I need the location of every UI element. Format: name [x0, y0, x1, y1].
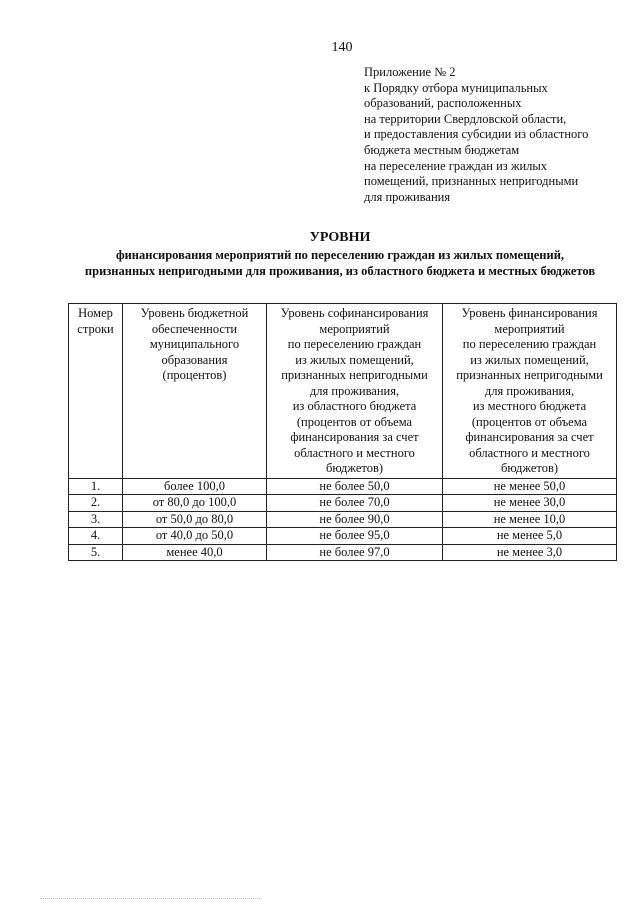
cell-row-number: 5. — [69, 544, 123, 561]
cell-local-financing: не менее 10,0 — [443, 511, 617, 528]
header-line: областного и местного — [294, 445, 415, 460]
header-line: образования — [161, 352, 228, 367]
header-line: по переселению граждан — [287, 337, 422, 351]
appendix-line: на переселение граждан из жилых — [364, 158, 548, 173]
title-line-1: финансирования мероприятий по переселению граждан из жилых помещений, — [115, 248, 565, 262]
scan-artifact — [40, 895, 260, 899]
cell-budget-level: от 80,0 до 100,0 — [123, 495, 267, 512]
cell-row-number: 1. — [69, 478, 123, 495]
header-row-number — [69, 304, 123, 479]
table-row — [69, 511, 617, 528]
cell-budget-level: от 40,0 до 50,0 — [123, 528, 267, 545]
header-line: признанных непригодными — [456, 368, 603, 382]
header-line: строки — [77, 321, 114, 336]
header-line: по переселению граждан — [462, 337, 597, 351]
header-line: признанных непригодными — [281, 368, 428, 382]
cell-regional-cofinancing: не более 97,0 — [267, 544, 443, 561]
header-line: обеспеченности — [151, 321, 238, 336]
cell-local-financing: не менее 3,0 — [443, 544, 617, 561]
document-title — [40, 229, 640, 279]
header-line: из местного бюджета — [472, 399, 587, 413]
table-row — [69, 544, 617, 561]
header-line: для проживания, — [309, 383, 400, 398]
header-line: областного и местного — [469, 445, 590, 460]
cell-local-financing: не менее 50,0 — [443, 478, 617, 495]
cell-local-financing: не менее 30,0 — [443, 495, 617, 512]
header-line: мероприятий — [319, 321, 390, 336]
cell-row-number: 2. — [69, 495, 123, 512]
appendix-line: образований, расположенных — [364, 96, 522, 111]
appendix-line: бюджета местным бюджетам — [364, 142, 520, 157]
cell-row-number: 3. — [69, 511, 123, 528]
header-line: (процентов от объема — [296, 414, 413, 429]
appendix-line: помещений, признанных непригодными — [364, 174, 579, 189]
cell-row-number: 4. — [69, 528, 123, 545]
cell-local-financing: не менее 5,0 — [443, 528, 617, 545]
header-line: из областного бюджета — [292, 399, 417, 413]
header-line: финансирования за счет — [465, 430, 594, 444]
header-line: Уровень бюджетной — [140, 306, 249, 320]
page-number: 140 — [331, 40, 353, 55]
header-line: бюджетов) — [500, 461, 559, 475]
appendix-line: и предоставления субсидии из областного — [364, 127, 589, 142]
title-line-2: признанных непригодными для проживания, из областного бюджета и местных бюджетов — [84, 264, 596, 278]
appendix-line: для проживания — [364, 189, 451, 204]
header-line: мероприятий — [494, 321, 565, 336]
appendix-block — [364, 65, 624, 205]
header-line: (процентов от объема — [471, 414, 588, 429]
cell-regional-cofinancing: не более 95,0 — [267, 528, 443, 545]
appendix-line: к Порядку отбора муниципальных — [364, 80, 548, 95]
table-row — [69, 528, 617, 545]
cell-budget-level: от 50,0 до 80,0 — [123, 511, 267, 528]
header-line: для проживания, — [484, 383, 575, 398]
header-line: муниципального — [149, 337, 240, 351]
cell-budget-level: более 100,0 — [123, 478, 267, 495]
header-line: из жилых помещений, — [470, 352, 589, 367]
title-main: УРОВНИ — [309, 230, 371, 245]
header-line: финансирования за счет — [290, 430, 419, 444]
table-row — [69, 495, 617, 512]
header-line: Уровень финансирования — [461, 306, 598, 320]
header-line: Номер — [78, 306, 113, 320]
table-header-row — [69, 304, 617, 479]
appendix-line: на территории Свердловской области, — [364, 111, 567, 126]
cell-regional-cofinancing: не более 90,0 — [267, 511, 443, 528]
header-local-financing — [443, 304, 617, 479]
table-row — [69, 478, 617, 495]
cell-regional-cofinancing: не более 70,0 — [267, 495, 443, 512]
header-budget-level — [123, 304, 267, 479]
header-line: (процентов) — [162, 368, 227, 382]
header-line: бюджетов) — [325, 461, 384, 475]
header-line: из жилых помещений, — [295, 352, 414, 367]
header-regional-cofinancing — [267, 304, 443, 479]
cell-budget-level: менее 40,0 — [123, 544, 267, 561]
header-line: Уровень софинансирования — [280, 306, 429, 320]
financing-levels-table — [68, 303, 617, 561]
appendix-line: Приложение № 2 — [364, 65, 456, 79]
cell-regional-cofinancing: не более 50,0 — [267, 478, 443, 495]
